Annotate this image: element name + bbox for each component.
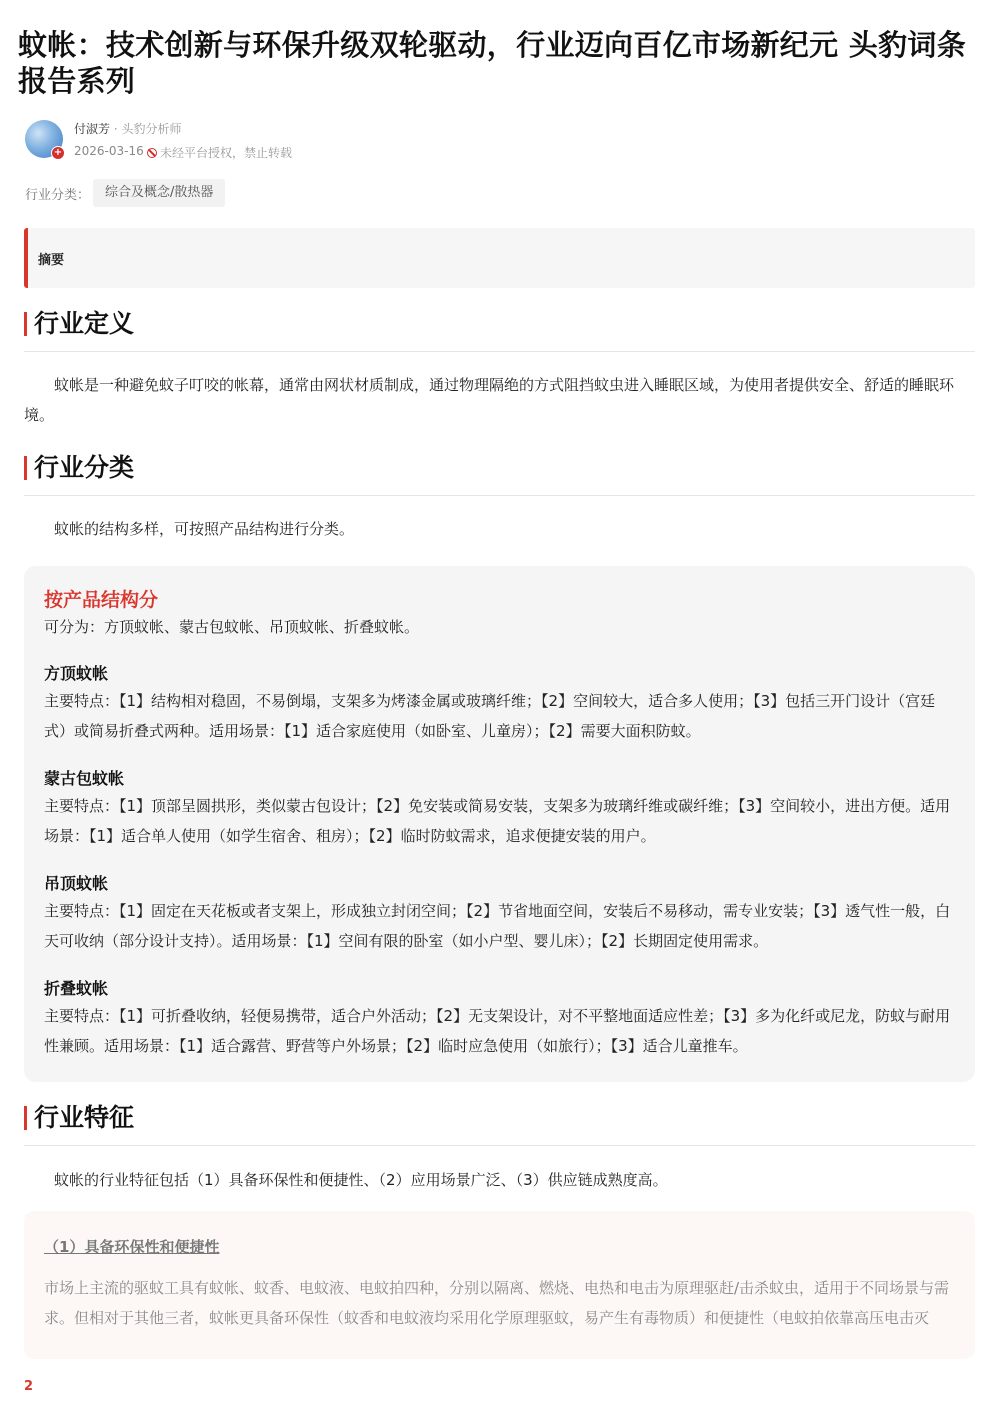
classification-card <box>24 566 975 1082</box>
publish-date: 2026-03-16 <box>74 144 144 158</box>
classification-item <box>44 769 956 851</box>
card-title: 按产品结构分 <box>44 589 159 611</box>
item-body: 主要特点：【1】可折叠收纳，轻便易携带，适合户外活动；【2】无支架设计，对不平整地面适应性差；【3】多为化纤或尼龙，防蚊与耐用性兼顾。适用场景：【1】适合露营、野营等户外场景；【2】临时应急使用（如旅行）；【3】适合儿童推车。 <box>44 1007 951 1055</box>
section-title: 行业分类 <box>34 453 135 482</box>
feature-title: （1）具备环保性和便捷性 <box>44 1238 220 1256</box>
industry-label: 行业分类： <box>25 188 91 203</box>
item-body: 主要特点：【1】固定在天花板或者支架上，形成独立封闭空间；【2】节省地面空间，安装后不易移动，需专业安装；【3】透气性一般，白天可收纳（部分设计支持）。适用场景：【1】空间有限的卧室（如小户型、婴儿床）；【2】长期固定使用需求。 <box>44 902 951 950</box>
copyright-text: 未经平台授权，禁止转载 <box>160 146 293 160</box>
forbidden-icon <box>147 148 157 158</box>
report-title: 蚊帐：技术创新与环保升级双轮驱动，行业迈向百亿市场新纪元 头豹词条报告系列 <box>18 28 966 98</box>
card-intro: 可分为：方顶蚊帐、蒙古包蚊帐、吊顶蚊帐、折叠蚊帐。 <box>44 618 420 636</box>
feature-card <box>24 1211 975 1359</box>
heading-accent-bar <box>24 312 27 336</box>
summary-label: 摘要 <box>38 253 65 268</box>
item-title: 吊顶蚊帐 <box>44 874 109 893</box>
section-heading-features <box>24 1102 975 1146</box>
section-heading-definition <box>24 308 975 352</box>
classification-item <box>44 664 956 746</box>
item-title: 方顶蚊帐 <box>44 664 109 683</box>
section-title: 行业定义 <box>34 309 135 338</box>
definition-paragraph: 蚊帐是一种避免蚊子叮咬的帐幕，通常由网状材质制成，通过物理隔绝的方式阻挡蚊虫进入睡眠区域，为使用者提供安全、舒适的睡眠环境。 <box>24 376 955 424</box>
item-title: 蒙古包蚊帐 <box>44 769 125 788</box>
author-block <box>25 118 425 162</box>
verified-badge-icon: + <box>51 146 65 160</box>
features-paragraph: 蚊帐的行业特征包括（1）具备环保性和便捷性、（2）应用场景广泛、（3）供应链成熟度高。 <box>54 1171 668 1189</box>
classification-item <box>44 874 956 956</box>
summary-box <box>24 228 975 288</box>
author-name[interactable]: 付淑芳 <box>74 122 111 136</box>
item-body: 主要特点：【1】顶部呈圆拱形，类似蒙古包设计；【2】免安装或简易安装，支架多为玻璃纤维或碳纤维；【3】空间较小，进出方便。适用场景：【1】适合单人使用（如学生宿舍、租房）；【2】临时防蚊需求，追求便捷安装的用户。 <box>44 797 951 845</box>
author-role: · 头豹分析师 <box>110 122 182 136</box>
feature-body: 市场上主流的驱蚊工具有蚊帐、蚊香、电蚊液、电蚊拍四种，分别以隔离、燃烧、电热和电击为原理驱赶/击杀蚊虫，适用于不同场景与需求。但相对于其他三者，蚊帐更具备环保性（蚊香和电蚊液均采用化学原理驱蚊，易产生有毒物质）和便捷性（电蚊拍依靠高压电击灭 <box>44 1279 950 1327</box>
copyright-notice <box>147 144 292 161</box>
section-title: 行业特征 <box>34 1103 135 1132</box>
item-body: 主要特点：【1】结构相对稳固，不易倒塌，支架多为烤漆金属或玻璃纤维；【2】空间较大，适合多人使用；【3】包括三开门设计（宫廷式）或简易折叠式两种。适用场景：【1】适合家庭使用（如卧室、儿童房）；【2】需要大面积防蚊。 <box>44 692 936 740</box>
classification-item <box>44 979 956 1061</box>
heading-accent-bar <box>24 1106 27 1130</box>
classification-paragraph: 蚊帐的结构多样，可按照产品结构进行分类。 <box>54 520 355 538</box>
item-title: 折叠蚊帐 <box>44 979 109 998</box>
author-line <box>74 120 181 137</box>
section-heading-classification <box>24 452 975 496</box>
industry-tag[interactable]: 综合及概念/散热器 <box>93 179 225 207</box>
page-number: 2 <box>24 1379 34 1394</box>
heading-accent-bar <box>24 456 27 480</box>
